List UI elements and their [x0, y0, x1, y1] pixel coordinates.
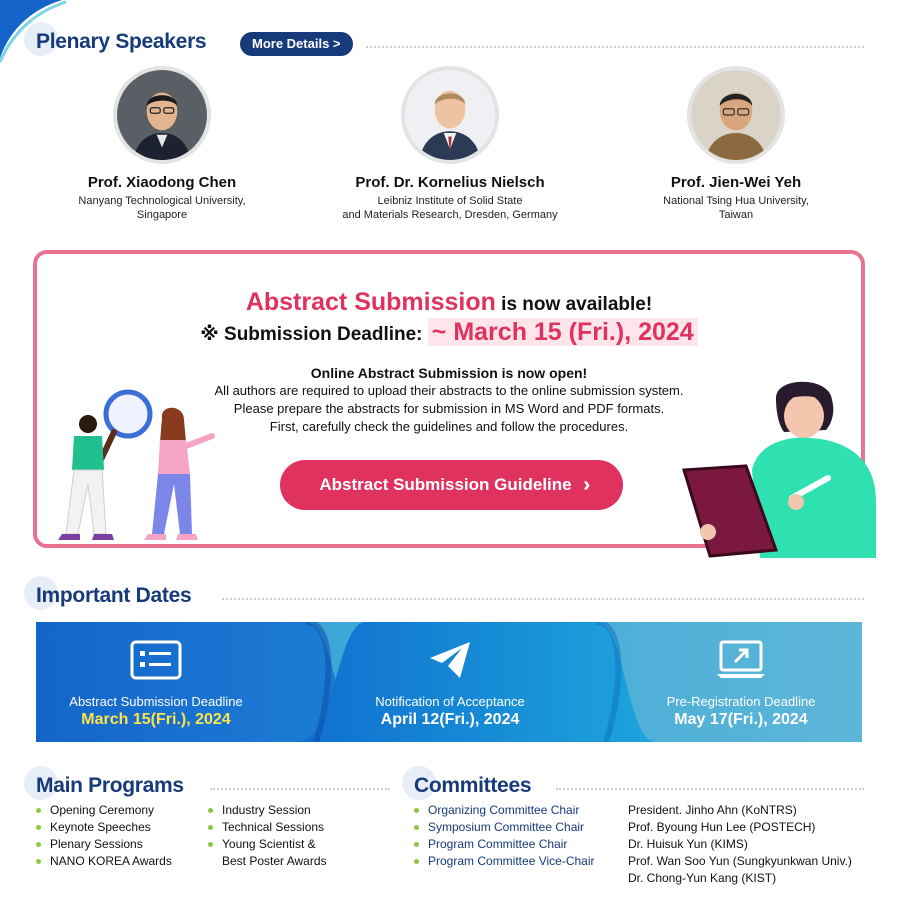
list-item: Industry Session — [208, 802, 327, 819]
person-tablet-illustration — [680, 370, 880, 560]
laptop-icon — [611, 638, 871, 682]
speaker-card — [310, 66, 590, 222]
programs-section-title: Main Programs — [36, 774, 184, 798]
list-item: Plenary Sessions — [36, 836, 172, 853]
date-abstract-deadline: Abstract Submission Deadline March 15(Fri.), 2024 — [26, 638, 286, 729]
paper-plane-icon — [320, 638, 580, 682]
abstract-instructions: Online Abstract Submission is now open! All authors are required to upload their abstracts to the online submission system. Please prepare the abstracts for submission in MS Word and PDF formats. First, carefully check the guidelines and follow the procedures. — [214, 365, 684, 434]
more-details-button[interactable]: More Details > — [240, 32, 353, 56]
speaker-card — [596, 66, 876, 222]
speaker-affiliation: Leibniz Institute of Solid State and Materials Research, Dresden, Germany — [342, 195, 558, 221]
abstract-guideline-button[interactable]: Abstract Submission Guideline — [280, 460, 623, 510]
list-item: Symposium Committee Chair — [414, 819, 595, 836]
list-item: Keynote Speeches — [36, 819, 172, 836]
committees-section-title: Committees — [414, 774, 531, 798]
list-item: Program Committee Chair — [414, 836, 595, 853]
divider — [210, 788, 390, 790]
list-item: President. Jinho Ahn (KoNTRS) — [628, 803, 797, 817]
divider — [366, 46, 864, 48]
speaker-name: Prof. Jien-Wei Yeh — [670, 174, 802, 191]
speaker-photo — [401, 66, 499, 164]
speaker-photo — [687, 66, 785, 164]
speaker-card — [22, 66, 302, 222]
speaker-photo — [113, 66, 211, 164]
speaker-affiliation: Nanyang Technological University, Singapore — [78, 195, 246, 221]
speaker-name: Prof. Xiaodong Chen — [87, 174, 237, 191]
programs-list-left — [36, 802, 172, 870]
date-notification: Notification of Acceptance April 12(Fri.), 2024 — [320, 638, 580, 729]
list-item: Technical Sessions — [208, 819, 327, 836]
list-item: NANO KOREA Awards — [36, 853, 172, 870]
programs-list-right — [208, 802, 327, 870]
list-item: Program Committee Vice-Chair — [414, 853, 595, 870]
date-pre-registration: Pre-Registration Deadline May 17(Fri.), 2024 — [611, 638, 871, 729]
people-magnifier-illustration — [44, 384, 224, 544]
speaker-name: Prof. Dr. Kornelius Nielsch — [355, 174, 545, 191]
divider — [222, 598, 864, 600]
committee-roles-list — [414, 802, 595, 870]
plenary-section-title: Plenary Speakers — [36, 30, 206, 54]
list-icon — [26, 638, 286, 682]
list-item: Best Poster Awards — [222, 854, 327, 868]
list-item: Prof. Wan Soo Yun (Sungkyunkwan Univ.) — [628, 854, 852, 868]
list-item: Dr. Chong-Yun Kang (KIST) — [628, 871, 777, 885]
list-item: Opening Ceremony — [36, 802, 172, 819]
dates-section-title: Important Dates — [36, 584, 191, 608]
list-item: Young Scientist & — [208, 836, 327, 853]
committee-people-list — [628, 802, 852, 887]
abstract-headline: Abstract Submission is now available! — [245, 288, 653, 316]
list-item: Dr. Huisuk Yun (KIMS) — [628, 837, 748, 851]
speaker-affiliation: National Tsing Hua University, Taiwan — [663, 195, 809, 221]
deadline-headline: ※ Submission Deadline: ~ March 15 (Fri.), 2024 — [37, 318, 861, 347]
list-item: Organizing Committee Chair — [414, 802, 595, 819]
list-item: Prof. Byoung Hun Lee (POSTECH) — [628, 820, 816, 834]
divider — [556, 788, 864, 790]
